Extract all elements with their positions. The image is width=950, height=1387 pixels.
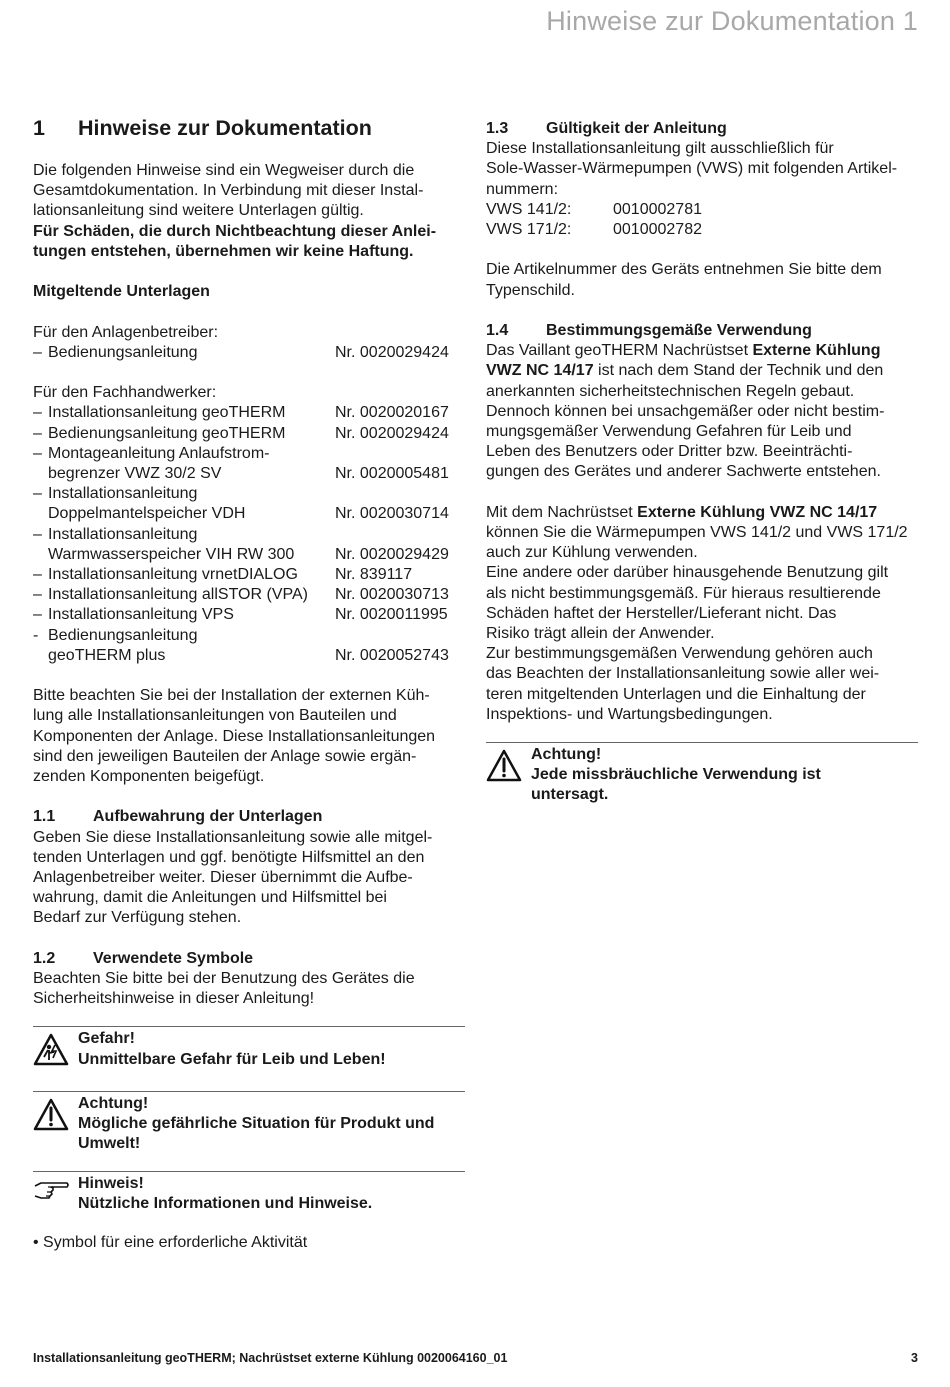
running-head: Hinweise zur Dokumentation 1 <box>546 6 918 36</box>
chapter-heading <box>33 114 465 142</box>
section-title: Gültigkeit der Anleitung <box>546 120 727 137</box>
text-line: anerkannten sicherheitstechnischen Regeln gebaut. <box>486 382 855 400</box>
text-line <box>486 361 918 381</box>
section-number: 1.3 <box>486 120 509 137</box>
document-title: begrenzer VWZ 30/2 SV <box>48 465 222 482</box>
mitgeltende-heading: Mitgeltende Unterlagen <box>33 283 210 301</box>
text-line <box>486 341 918 361</box>
text-run: Mit dem Nachrüstset <box>486 503 638 521</box>
text-line: Bedarf zur Verfügung stehen. <box>33 909 242 927</box>
list-dash: – <box>33 424 42 442</box>
text-line: auch zur Kühlung verwenden. <box>486 544 698 562</box>
text-line: Die Artikelnummer des Geräts entnehmen Sie bitte dem <box>486 261 882 279</box>
document-number <box>335 484 465 504</box>
hint-notice <box>33 1171 465 1214</box>
list-dash: – <box>33 525 42 543</box>
article-row <box>486 200 918 220</box>
list-dash: – <box>33 404 42 422</box>
list-dash: - <box>33 626 39 644</box>
text-line: Leben des Benutzers oder Dritter bzw. Beeinträchti- <box>486 443 853 461</box>
document-list-item <box>33 504 465 524</box>
list-dash <box>33 545 48 565</box>
document-title: Installationsanleitung allSTOR (VPA) <box>48 586 308 604</box>
text-line: Beachten Sie bitte bei der Benutzung des Gerätes die <box>33 970 415 988</box>
text-line: Anlagenbetreiber weiter. Dieser übernimmt die Aufbe- <box>33 869 413 887</box>
chapter-title: Hinweise zur Dokumentation <box>78 116 372 140</box>
chapter-number: 1 <box>33 116 45 140</box>
section-title: Bestimmungsgemäße Verwendung <box>546 322 812 339</box>
document-number <box>335 626 465 646</box>
document-number <box>335 444 465 464</box>
document-list-item <box>33 424 465 444</box>
fachhandwerker-doc-list <box>33 403 465 666</box>
text-line: das Beachten der Installationsanleitung sowie aller wei- <box>486 665 880 683</box>
document-number: Nr. 0020029429 <box>335 545 449 563</box>
document-title: Doppelmantelspeicher VDH <box>48 505 246 523</box>
text-line: zenden Komponenten beigefügt. <box>33 768 265 786</box>
text-line: Dennoch können bei unsachgemäßer oder nicht bestim- <box>486 402 885 420</box>
article-number: 0010002781 <box>613 200 702 218</box>
document-list-item <box>33 444 465 464</box>
document-list-item <box>33 626 465 646</box>
document-number: Nr. 0020005481 <box>335 465 449 482</box>
section-number: 1.2 <box>33 949 56 967</box>
text-line: teren mitgeltenden Unterlagen und die Einhaltung der <box>486 685 866 703</box>
text-line: Die folgenden Hinweise sind ein Wegweiser durch die <box>33 162 415 179</box>
document-number: Nr. 0020011995 <box>335 606 448 624</box>
text-line: Bitte beachten Sie bei der Installation der externen Küh- <box>33 687 430 705</box>
betreiber-doc-list <box>33 343 465 363</box>
notice-text: Mögliche gefährliche Situation für Produkt und <box>78 1114 435 1132</box>
document-title: geoTHERM plus <box>48 646 166 664</box>
text-line: tenden Unterlagen und ggf. benötigte Hilfsmittel an den <box>33 848 425 866</box>
text-line: sind den jeweiligen Bauteilen der Anlage sowie ergän- <box>33 747 417 765</box>
article-label: VWS 171/2: <box>486 221 572 239</box>
text-line: Gesamtdokumentation. In Verbindung mit dieser Instal- <box>33 182 424 200</box>
section-heading-1-4 <box>486 321 918 341</box>
section-number: 1.4 <box>486 322 509 339</box>
document-list-item <box>33 545 465 565</box>
document-list-item <box>33 605 465 625</box>
fachhandwerker-label: Für den Fachhandwerker: <box>33 384 217 402</box>
text-line: tungen entstehen, übernehmen wir keine Haftung. <box>33 242 414 260</box>
section-number: 1.1 <box>33 808 56 826</box>
notice-text: Nützliche Informationen und Hinweise. <box>78 1195 373 1213</box>
list-dash: – <box>33 606 42 624</box>
document-number: Nr. 839117 <box>335 566 413 584</box>
document-list-item <box>33 484 465 504</box>
warning-triangle-icon <box>33 1098 69 1132</box>
list-dash <box>33 646 48 666</box>
text-line: lung alle Installationsanleitungen von Bauteilen und <box>33 707 397 725</box>
document-title: Bedienungsanleitung geoTHERM <box>48 424 286 442</box>
product-name: Externe Kühlung VWZ NC 14/17 <box>637 503 878 521</box>
pointing-hand-icon <box>33 1178 71 1202</box>
document-list-item <box>33 646 465 666</box>
text-line: Geben Sie diese Installationsanleitung sowie alle mitgel- <box>33 828 433 846</box>
misuse-caution-notice <box>486 742 918 806</box>
text-line: Komponenten der Anlage. Diese Installationsanleitungen <box>33 727 436 745</box>
document-number: Nr. 0020020167 <box>335 404 449 422</box>
text-line <box>486 503 918 523</box>
document-title: Installationsanleitung <box>48 485 198 503</box>
section-1-3-text <box>486 139 918 200</box>
document-title: Installationsanleitung vrnetDIALOG <box>48 566 298 584</box>
list-dash <box>33 464 48 484</box>
text-run: ist nach dem Stand der Technik und den <box>593 362 884 380</box>
danger-notice <box>33 1026 465 1073</box>
document-list-item <box>33 343 465 363</box>
text-line: nummern: <box>486 180 559 198</box>
document-number <box>335 525 465 545</box>
document-list-item <box>33 565 465 585</box>
text-line: Sole-Wasser-Wärmepumpen (VWS) mit folgenden Artikel- <box>486 160 898 178</box>
list-dash <box>33 504 48 524</box>
document-title: Installationsanleitung geoTHERM <box>48 404 286 422</box>
document-number: Nr. 0020052743 <box>335 646 449 664</box>
list-dash: – <box>33 586 42 604</box>
document-list-item <box>33 464 465 484</box>
article-label: VWS 141/2: <box>486 200 572 218</box>
text-line: Zur bestimmungsgemäßen Verwendung gehören auch <box>486 645 873 663</box>
text-line: als nicht bestimmungsgemäß. Für hieraus resultierende <box>486 584 881 602</box>
article-number: 0010002782 <box>613 221 702 239</box>
list-dash: – <box>33 343 42 361</box>
document-title: Installationsanleitung VPS <box>48 606 234 624</box>
section-1-1-text <box>33 828 465 929</box>
section-heading-1-1 <box>33 807 465 827</box>
document-list-item <box>33 403 465 423</box>
text-line: Eine andere oder darüber hinausgehende Benutzung gilt <box>486 564 889 582</box>
text-line: wahrung, damit die Anleitungen und Hilfsmittel bei <box>33 889 387 907</box>
text-line: Typenschild. <box>486 281 575 299</box>
footer-doc-title: Installationsanleitung geoTHERM; Nachrüstset externe Kühlung 0020064160_01 <box>33 1351 508 1365</box>
product-name: Externe Kühlung <box>752 342 881 360</box>
electric-danger-icon <box>33 1033 69 1067</box>
notice-title: Achtung! <box>531 746 602 764</box>
text-line: lationsanleitung sind weitere Unterlagen gültig. <box>33 202 364 220</box>
notice-title: Achtung! <box>78 1094 149 1112</box>
section-heading-1-3 <box>486 119 918 139</box>
document-title: Bedienungsanleitung <box>48 626 198 644</box>
text-line: Für Schäden, die durch Nichtbeachtung dieser Anlei- <box>33 222 437 240</box>
notice-title: Gefahr! <box>78 1030 135 1048</box>
notice-text: Umwelt! <box>78 1135 141 1153</box>
text-line: Sicherheitshinweise in dieser Anleitung! <box>33 990 315 1008</box>
text-line: Inspektions- und Wartungsbedingungen. <box>486 705 773 723</box>
activity-bullet: • Symbol für eine erforderliche Aktivität <box>33 1233 308 1251</box>
list-dash: – <box>33 566 42 584</box>
text-run: Das Vaillant geoTHERM Nachrüstset <box>486 342 753 360</box>
right-column <box>486 119 918 806</box>
document-number: Nr. 0020029424 <box>335 424 449 442</box>
document-title: Bedienungsanleitung <box>48 343 198 361</box>
document-number: Nr. 0020030713 <box>335 586 449 604</box>
document-number: Nr. 0020029424 <box>335 343 449 361</box>
document-title: Warmwasserspeicher VIH RW 300 <box>48 545 295 563</box>
warning-triangle-icon <box>486 749 522 783</box>
section-1-4-paragraph-2 <box>486 503 918 725</box>
section-title: Aufbewahrung der Unterlagen <box>93 808 323 826</box>
text-line: gungen des Gerätes und anderer Sachwerte entstehen. <box>486 463 881 481</box>
section-1-4-paragraph-1 <box>486 341 918 482</box>
section-1-2-text <box>33 969 465 1009</box>
product-code: VWZ NC 14/17 <box>486 362 594 380</box>
left-column <box>33 114 465 1253</box>
notice-text: Unmittelbare Gefahr für Leib und Leben! <box>78 1050 386 1068</box>
notice-text: untersagt. <box>531 786 609 804</box>
text-line: Diese Installationsanleitung gilt ausschließlich für <box>486 140 834 158</box>
list-dash: – <box>33 485 42 503</box>
page-number: 3 <box>911 1351 918 1365</box>
text-line: mungsgemäßer Verwendung Gefahren für Leib und <box>486 423 852 441</box>
document-number: Nr. 0020030714 <box>335 505 449 523</box>
caution-notice <box>33 1091 465 1155</box>
document-title: Installationsanleitung <box>48 525 198 543</box>
section-heading-1-2 <box>33 949 465 969</box>
article-row <box>486 220 918 240</box>
section-title: Verwendete Symbole <box>93 949 254 967</box>
list-dash: – <box>33 444 42 462</box>
document-list-item <box>33 525 465 545</box>
document-title: Montageanleitung Anlaufstrom- <box>48 444 270 462</box>
text-line: können Sie die Wärmepumpen VWS 141/2 und VWS 171/2 <box>486 524 908 542</box>
document-list-item <box>33 585 465 605</box>
install-paragraph <box>33 686 465 787</box>
intro-paragraph <box>33 161 465 262</box>
betreiber-label: Für den Anlagenbetreiber: <box>33 323 219 341</box>
notice-text: Jede missbräuchliche Verwendung ist <box>531 766 821 784</box>
text-line: Risiko trägt allein der Anwender. <box>486 625 715 643</box>
notice-title: Hinweis! <box>78 1175 144 1193</box>
text-line: Schäden haftet der Hersteller/Lieferant nicht. Das <box>486 604 837 622</box>
